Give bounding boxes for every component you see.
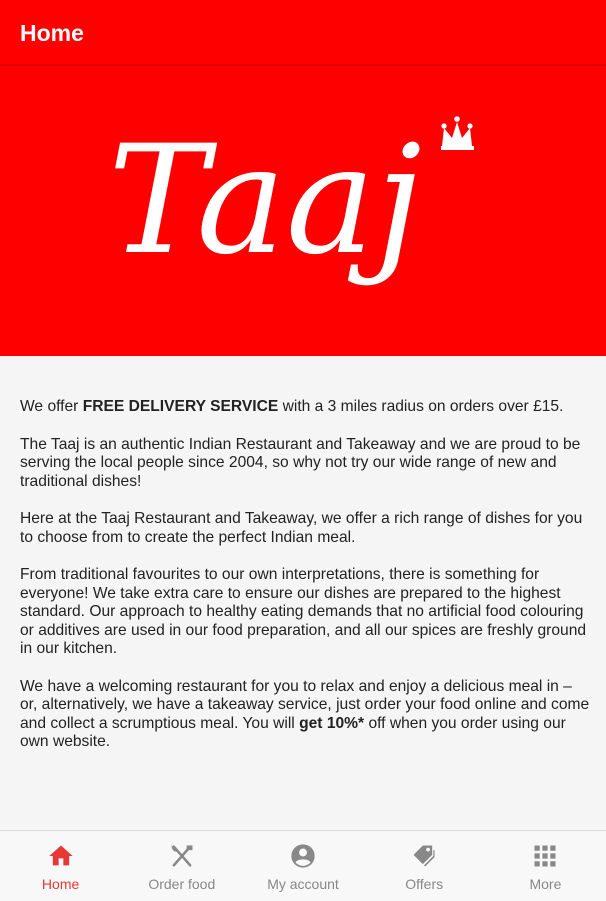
utensils-icon [168,842,196,870]
bottom-navigation [0,830,606,901]
nav-more[interactable]: More [485,831,606,901]
quality-paragraph: From traditional favourites to our own interpretations, there is something for everyone! We take extra care to ensure our dishes are prepared to the highest standard. Our approach to healthy eating demands that no artificial food colouring or additives are used in our food preparation, and all our spices are freshly ground in our kitchen. [20,566,587,657]
hero-banner [0,66,606,356]
app-bar [0,0,606,66]
nav-offers[interactable]: Offers [364,831,485,901]
account-icon [289,842,317,870]
home-icon [47,842,75,870]
page-title: Home [20,20,84,46]
logo-text: Taaj [108,114,422,288]
range-paragraph: Here at the Taaj Restaurant and Takeaway, we offer a rich range of dishes for you to choose from to create the perfect Indian meal. [20,510,583,546]
nav-order-food[interactable]: Order food [121,831,242,901]
restaurant-paragraph: We have a welcoming restaurant for you to relax and enjoy a delicious meal in – or, alternatively, we have a takeaway service, just order your food online and come and collect a scrumptious meal. You will get 10%* off when you order using our own website. [20,677,590,750]
intro-paragraph: The Taaj is an authentic Indian Restaurant and Takeaway and we are proud to be serving the local people since 2004, so why not try our wide range of new and traditional dishes! [20,435,581,490]
nav-home[interactable]: Home [0,831,121,901]
crown-icon [441,116,474,150]
about-content [20,398,590,771]
tags-icon [410,842,438,870]
delivery-paragraph: We offer FREE DELIVERY SERVICE with a 3 miles radius on orders over £15. [20,398,564,415]
grid-icon [531,842,559,870]
nav-my-account[interactable]: My account [242,831,363,901]
taaj-logo [0,66,606,356]
